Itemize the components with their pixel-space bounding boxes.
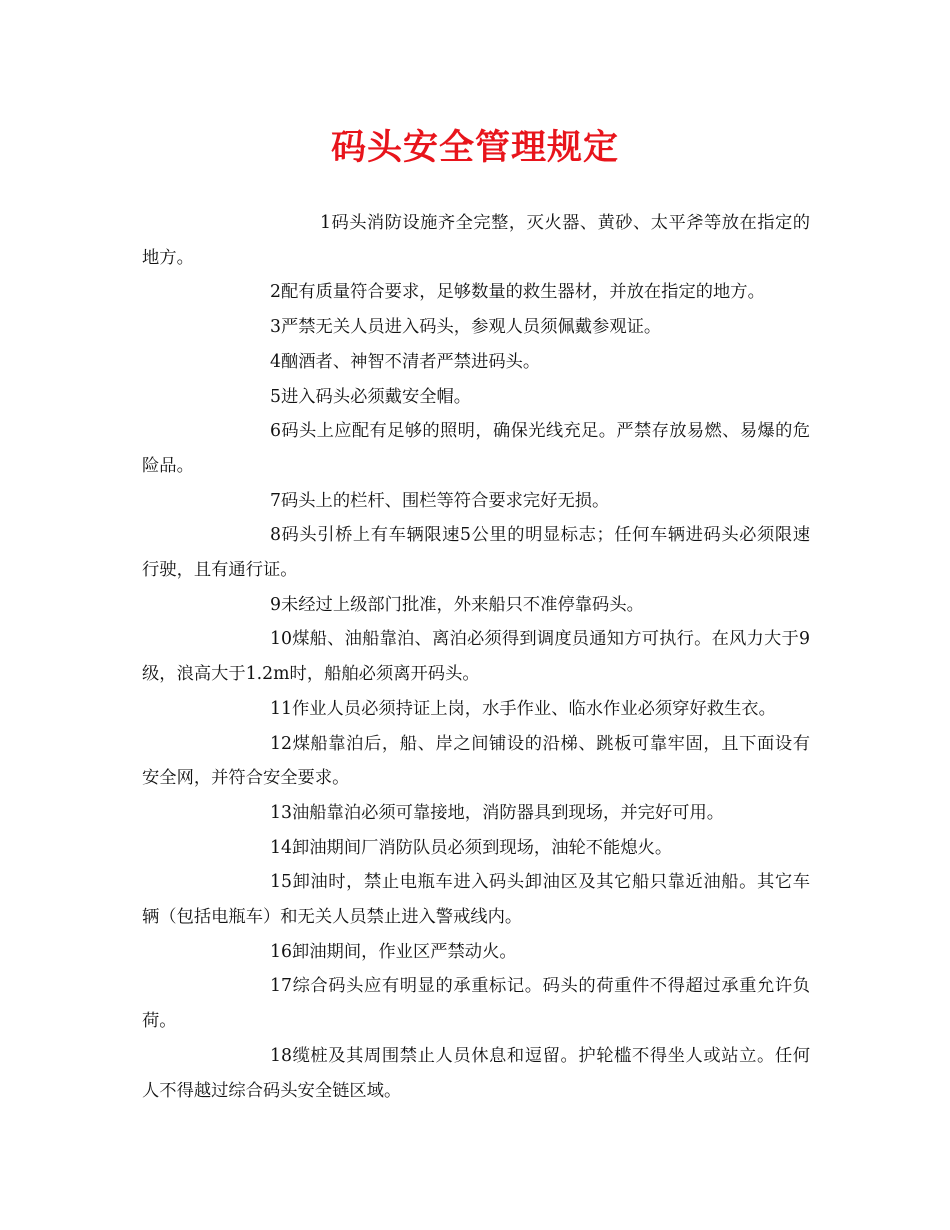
regulation-item-15: 15卸油时，禁止电瓶车进入码头卸油区及其它船只靠近油船。其它车辆（包括电瓶车）和无关人员禁止进入警戒线内。 [142, 872, 810, 928]
regulation-item-3: 3严禁无关人员进入码头，参观人员须佩戴参观证。 [270, 317, 662, 338]
regulation-item-2: 2配有质量符合要求，足够数量的救生器材，并放在指定的地方。 [270, 282, 765, 303]
document-body [142, 206, 810, 1108]
regulation-item-18: 18缆桩及其周围禁止人员休息和逗留。护轮槛不得坐人或站立。任何人不得越过综合码头安全链区域。 [142, 1045, 810, 1101]
regulation-item-11: 11作业人员必须持证上岗，水手作业、临水作业必须穿好救生衣。 [270, 698, 776, 719]
regulation-item-17: 17综合码头应有明显的承重标记。码头的荷重件不得超过承重允许负荷。 [142, 976, 810, 1032]
regulation-item-16: 16卸油期间，作业区严禁动火。 [270, 941, 517, 962]
regulation-item-10: 10煤船、油船靠泊、离泊必须得到调度员通知方可执行。在风力大于9级，浪高大于1.2m时，船舶必须离开码头。 [142, 629, 810, 685]
document-title: 码头安全管理规定 [330, 127, 619, 168]
regulation-item-13: 13油船靠泊必须可靠接地，消防器具到现场，并完好可用。 [270, 802, 725, 823]
regulation-item-12: 12煤船靠泊后，船、岸之间铺设的沿梯、跳板可靠牢固，且下面设有安全网，并符合安全要求。 [142, 733, 810, 789]
regulation-item-4: 4酗酒者、神智不清者严禁进码头。 [270, 351, 541, 372]
regulation-item-1: 1码头消防设施齐全完整，灭火器、黄砂、太平斧等放在指定的地方。 [142, 213, 810, 268]
regulation-item-14: 14卸油期间厂消防队员必须到现场，油轮不能熄火。 [270, 837, 673, 858]
regulation-item-7: 7码头上的栏杆、围栏等符合要求完好无损。 [270, 490, 610, 511]
regulation-item-5: 5进入码头必须戴安全帽。 [270, 386, 472, 407]
regulation-item-6: 6码头上应配有足够的照明，确保光线充足。严禁存放易燃、易爆的危险品。 [142, 421, 810, 476]
regulation-item-9: 9未经过上级部门批准，外来船只不准停靠码头。 [270, 594, 644, 615]
regulation-item-8: 8码头引桥上有车辆限速5公里的明显标志；任何车辆进码头必须限速行驶，且有通行证。 [142, 525, 810, 581]
